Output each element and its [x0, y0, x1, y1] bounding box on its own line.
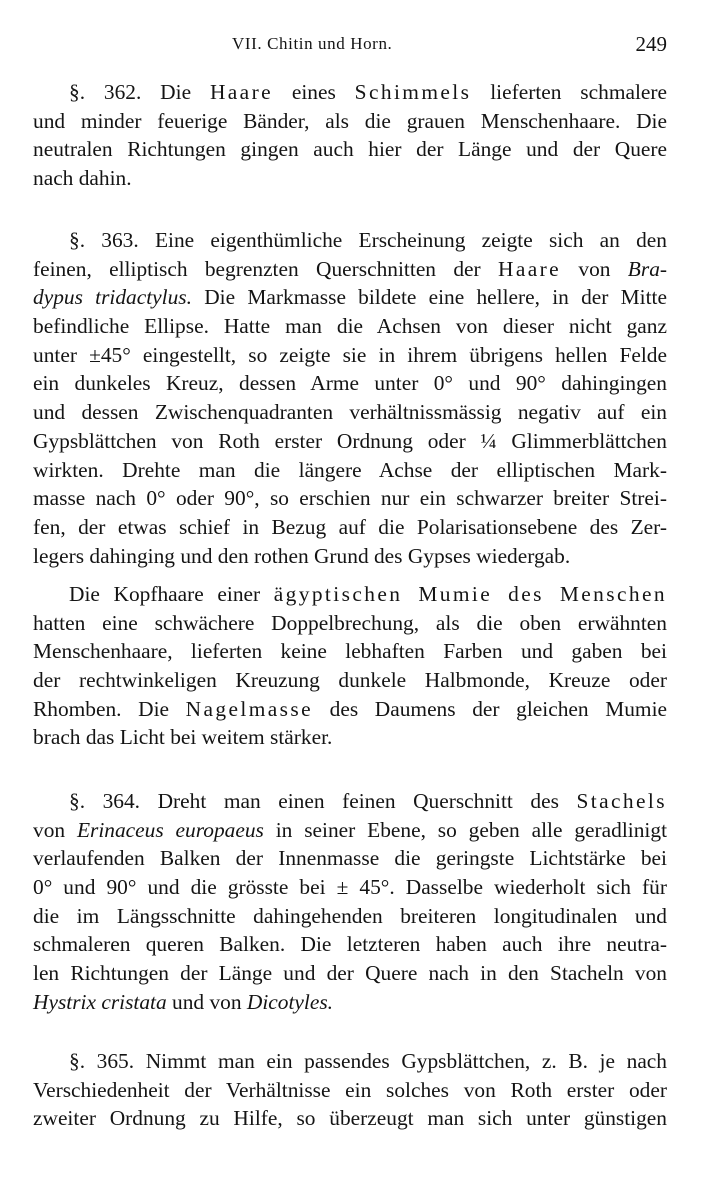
text-line — [33, 226, 667, 255]
text-run: 0° und 90° und die grösste bei ± 45°. Dasselbe wiederholt sich für — [33, 875, 667, 900]
text-run: hatten eine schwächere Doppelbrechung, als die oben erwähnten — [33, 610, 667, 635]
text-run: nach dahin. — [33, 166, 132, 191]
text-run: des Daumens der gleichen Mumie — [313, 696, 668, 721]
spaced-emphasis: Haare — [209, 80, 273, 104]
text-run: brach das Licht bei weitem stärker. — [33, 725, 333, 750]
text-run: von — [561, 256, 628, 281]
spaced-emphasis: Haare — [497, 256, 562, 281]
text-run: befindliche Ellipse. Hatte man die Achsen von dieser nicht ganz — [33, 314, 667, 339]
text-run: in seiner Ebene, so geben alle geradlinigt — [263, 817, 668, 842]
text-line — [33, 427, 667, 456]
paragraph-362 — [33, 78, 667, 193]
text-run: fen, der etwas schief in Bezug auf die Polarisationsebene des Zer- — [33, 514, 667, 539]
text-line — [33, 580, 667, 609]
text-line — [33, 484, 667, 513]
text-line — [33, 283, 667, 312]
text-run: Menschenhaare, lieferten keine lebhaften Farben und gaben bei — [33, 639, 667, 664]
text-line — [33, 164, 667, 193]
spaced-emphasis: Nagelmasse — [185, 696, 314, 721]
text-run: feinen, elliptisch begrenzten Querschnitten der — [33, 256, 498, 281]
text-line — [33, 988, 667, 1017]
spaced-emphasis: ägyptischen Mumie des Menschen — [273, 582, 667, 606]
paragraph-363-continued — [33, 580, 667, 752]
text-line — [33, 107, 667, 136]
text-run: §. 365. Nimmt man ein passendes Gypsblättchen, z. B. je nach — [69, 1049, 667, 1073]
page-number: 249 — [635, 32, 667, 56]
text-line — [33, 930, 667, 959]
text-line — [33, 456, 667, 485]
text-line — [33, 695, 667, 724]
text-line — [33, 369, 667, 398]
paragraph-365 — [33, 1047, 667, 1133]
text-run: Gypsblättchen von Roth erster Ordnung oder ¼ Glimmerblättchen — [33, 428, 667, 453]
text-run: schmaleren queren Balken. Die letzteren haben auch ihre neutra- — [33, 932, 667, 957]
text-run: eines — [273, 80, 355, 104]
text-run: §. 362. Die — [69, 80, 210, 104]
text-line — [33, 255, 667, 284]
italic-name: dypus tridactylus. — [33, 285, 192, 310]
text-run: verlaufenden Balken der Innenmasse die geringste Lichtstärke bei — [33, 846, 667, 871]
italic-name: Erinaceus europaeus — [76, 817, 264, 842]
text-line — [33, 135, 667, 164]
text-run: der rechtwinkeligen Kreuzung dunkele Halbmonde, Kreuze oder — [33, 668, 667, 693]
text-run: Die Markmasse bildete eine hellere, in der Mitte — [191, 285, 667, 310]
text-run: §. 364. Dreht man einen feinen Querschnitt des — [69, 789, 577, 813]
running-title: VII. Chitin und Horn. — [232, 34, 393, 53]
italic-name: Bra- — [627, 256, 668, 281]
text-run: Rhomben. Die — [33, 696, 186, 721]
text-run: §. 363. Eine eigenthümliche Erscheinung zeigte sich an den — [69, 228, 667, 252]
text-line — [33, 609, 667, 638]
text-run: zweiter Ordnung zu Hilfe, so überzeugt man sich unter günstigen — [33, 1106, 667, 1131]
text-line — [33, 341, 667, 370]
text-line — [33, 902, 667, 931]
text-line — [33, 312, 667, 341]
text-line — [33, 542, 667, 571]
text-run: und minder feuerige Bänder, als die grauen Menschenhaare. Die — [33, 108, 667, 133]
text-run: von — [33, 817, 77, 842]
paragraph-363 — [33, 226, 667, 570]
italic-name: Hystrix cristata — [33, 989, 167, 1014]
spaced-emphasis: Stachels — [576, 789, 667, 813]
text-run: legers dahinging und den rothen Grund des Gypses wiedergab. — [33, 543, 571, 568]
text-run: die im Längsschnitte dahingehenden breiteren longitudinalen und — [33, 903, 667, 928]
text-run: ein dunkeles Kreuz, dessen Arme unter 0° und 90° dahingingen — [33, 371, 667, 396]
text-line — [33, 1076, 667, 1105]
text-run: und dessen Zwischenquadranten verhältnissmässig negativ auf ein — [33, 400, 667, 425]
italic-name: Dicotyles. — [246, 989, 334, 1014]
text-line — [33, 513, 667, 542]
running-head — [0, 34, 709, 60]
text-line — [33, 816, 667, 845]
text-run: neutralen Richtungen gingen auch hier der Länge und der Quere — [33, 137, 667, 162]
text-run: lieferten schmalere — [471, 80, 668, 104]
text-line — [33, 637, 667, 666]
text-line — [33, 723, 667, 752]
text-line — [33, 1104, 667, 1133]
text-line — [33, 398, 667, 427]
text-run: len Richtungen der Länge und der Quere nach in den Stacheln von — [33, 961, 667, 986]
text-run: Die Kopfhaare einer — [69, 582, 274, 606]
text-run: Verschiedenheit der Verhältnisse ein solches von Roth erster oder — [33, 1077, 667, 1102]
text-line — [33, 787, 667, 816]
paragraph-364 — [33, 787, 667, 1017]
text-run: und von — [166, 989, 247, 1014]
text-line — [33, 844, 667, 873]
text-line — [33, 1047, 667, 1076]
text-run: masse nach 0° oder 90°, so erschien nur ein schwarzer breiter Strei- — [33, 486, 667, 511]
text-line — [33, 873, 667, 902]
text-line — [33, 78, 667, 107]
text-run: unter ±45° eingestellt, so zeigte sie in ihrem übrigens hellen Felde — [33, 342, 667, 367]
spaced-emphasis: Schimmels — [354, 80, 472, 104]
text-line — [33, 666, 667, 695]
text-line — [33, 959, 667, 988]
text-run: wirkten. Drehte man die längere Achse der elliptischen Mark- — [33, 457, 667, 482]
